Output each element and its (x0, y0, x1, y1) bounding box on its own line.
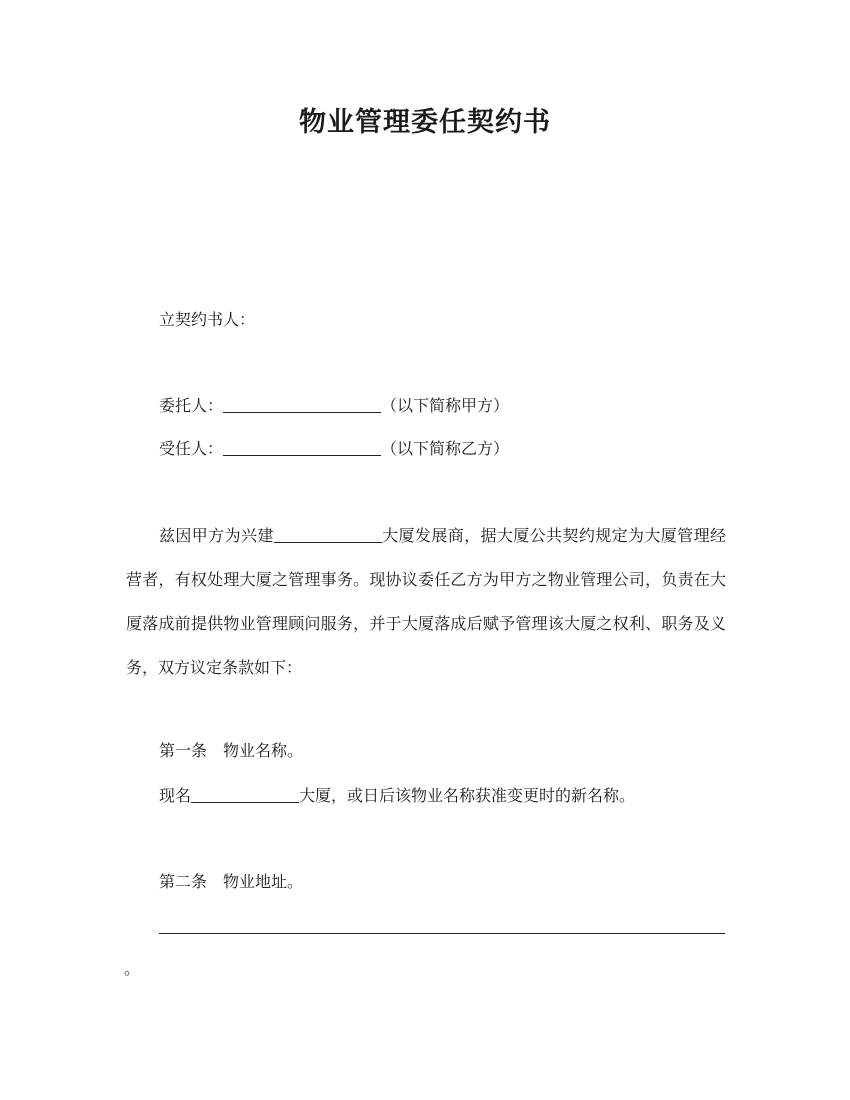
building-name-blank (274, 526, 382, 543)
principal-name-blank (223, 396, 381, 413)
document-title: 物业管理委任契约书 (299, 107, 551, 138)
article1-text-after: 大厦，或日后该物业名称获准变更时的新名称。 (299, 786, 636, 805)
agent-name-blank (223, 439, 381, 456)
preamble-text-before: 兹因甲方为兴建 (159, 526, 274, 545)
article1-body (159, 785, 635, 807)
principal-label: 委托人： (159, 396, 224, 415)
preamble-text-after: 大厦发展商，据大厦公共契约规定为大厦管理经营者，有权处理大厦之管理事务。现协议委任乙方为甲方之物业管理公司，负责在大厦落成前提供物业管理顾问服务，并于大厦落成后赋予管理该大厦之权利、职务及义务，双方议定条款如下： (126, 526, 726, 677)
article1-text-before: 现名 (159, 786, 192, 805)
intro-label: 立契约书人： (159, 310, 256, 329)
agent-suffix: （以下简称乙方） (381, 439, 510, 458)
address-trailing-mark: 。 (124, 959, 141, 978)
principal-line (159, 395, 509, 417)
agent-line (159, 438, 509, 460)
property-name-blank (191, 786, 299, 803)
preamble-paragraph (126, 514, 726, 690)
article1-heading: 第一条 物业名称。 (159, 741, 304, 760)
agent-label: 受任人： (159, 439, 224, 458)
principal-suffix: （以下简称甲方） (381, 396, 510, 415)
article2-heading: 第二条 物业地址。 (159, 872, 304, 891)
address-blank-line (159, 933, 725, 934)
